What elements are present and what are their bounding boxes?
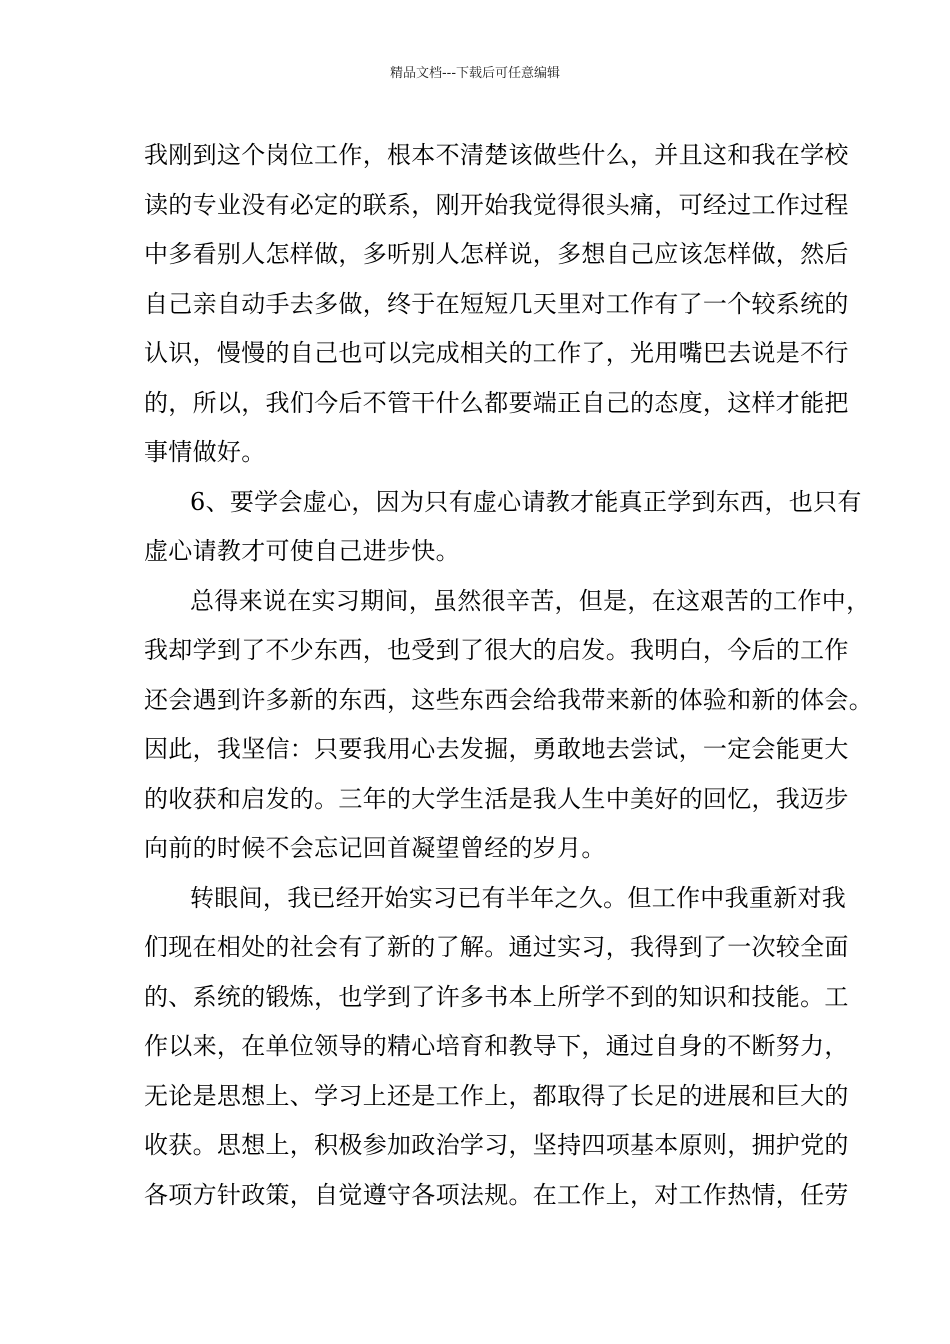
text-line: 的收获和启发的。三年的大学生活是我人生中美好的回忆，我迈步 (144, 784, 849, 813)
text-line: 认识，慢慢的自己也可以完成相关的工作了，光用嘴巴去说是不行 (144, 339, 849, 367)
text-line: 中多看别人怎样做，多听别人怎样说，多想自己应该怎样做，然后 (144, 240, 849, 268)
text-line: 因此，我坚信：只要我用心去发掘，勇敢地去尝试，一定会能更大 (144, 735, 849, 763)
text-line: 读的专业没有必定的联系，刚开始我觉得很头痛，可经过工作过程 (144, 190, 849, 219)
paragraph-first-line: 总得来说在实习期间，虽然很辛苦，但是，在这艰苦的工作中， (190, 586, 871, 615)
text-line: 收获。思想上，积极参加政治学习，坚持四项基本原则，拥护党的 (144, 1131, 849, 1159)
text-line: 作以来，在单位领导的精心培育和教导下，通过自身的不断努力， (144, 1032, 849, 1060)
text-line: 的、系统的锻炼，也学到了许多书本上所学不到的知识和技能。工 (144, 982, 849, 1011)
page-header: 精品文档---下载后可任意编辑 (389, 66, 561, 81)
text-line: 我却学到了不少东西，也受到了很大的启发。我明白，今后的工作 (144, 636, 849, 664)
text-line: 虚心请教才可使自己进步快。 (144, 537, 460, 565)
text-line: 自己亲自动手去多做，终于在短短几天里对工作有了一个较系统的 (144, 289, 849, 318)
paragraph-first-line: 6、要学会虚心，因为只有虚心请教才能真正学到东西，也只有 (190, 487, 862, 516)
text-line: 们现在相处的社会有了新的了解。通过实习，我得到了一次较全面 (144, 933, 849, 961)
text-line: 无论是思想上、学习上还是工作上，都取得了长足的进展和巨大的 (144, 1081, 849, 1110)
text-line: 各项方针政策，自觉遵守各项法规。在工作上，对工作热情，任劳 (144, 1180, 849, 1209)
body-text (144, 131, 873, 1220)
text-line: 向前的时候不会忘记回首凝望曾经的岁月。 (144, 834, 606, 862)
text-line: 事情做好。 (144, 438, 266, 466)
text-line: 还会遇到许多新的东西，这些东西会给我带来新的体验和新的体会。 (144, 685, 873, 714)
text-line: 的，所以，我们今后不管干什么都要端正自己的态度，这样才能把 (144, 388, 849, 417)
paragraph-first-line: 转眼间，我已经开始实习已有半年之久。但工作中我重新对我 (190, 883, 847, 912)
text-line: 我刚到这个岗位工作，根本不清楚该做些什么，并且这和我在学校 (144, 141, 849, 169)
